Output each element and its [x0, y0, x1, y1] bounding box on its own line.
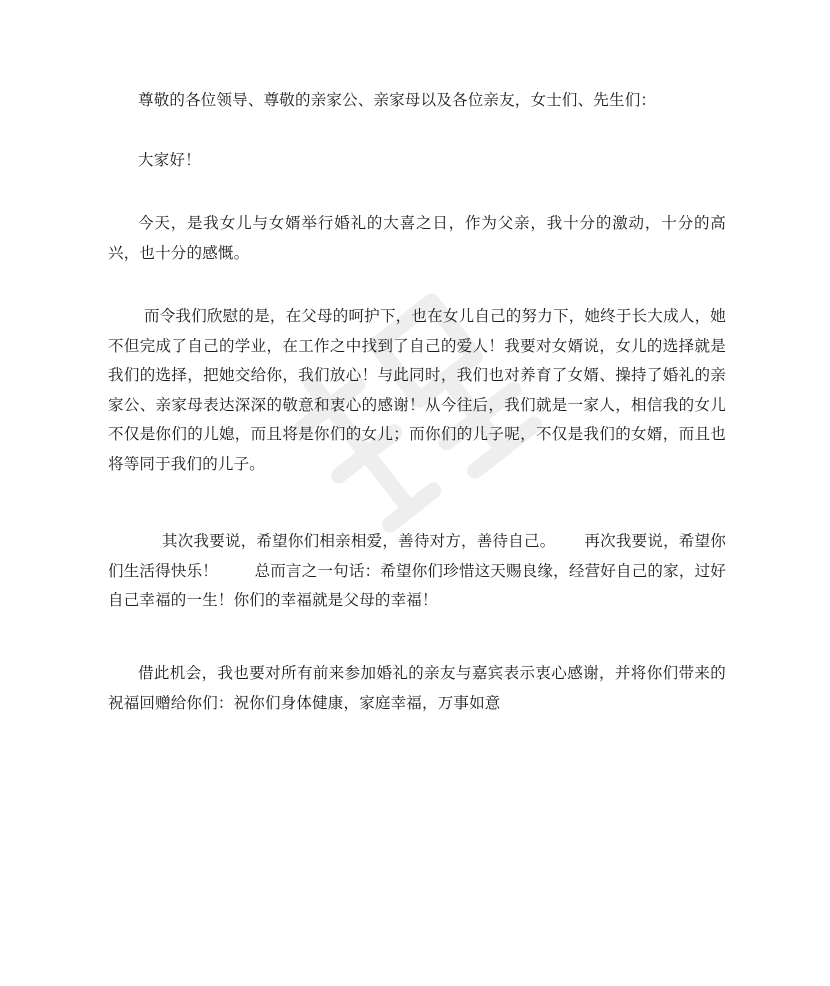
- greeting-paragraph: 大家好！: [138, 151, 201, 169]
- closing-paragraph: 借此机会，我也要对所有前来参加婚礼的亲友与嘉宾表示衷心感谢，并将你们带来的祝福回赠给你们：祝你们身体健康，家庭幸福，万事如意: [108, 664, 726, 712]
- body-paragraph-1: 今天，是我女儿与女婿举行婚礼的大喜之日，作为父亲，我十分的激动，十分的高兴，也十分的感慨。: [108, 214, 726, 262]
- body-paragraph-2: 而令我们欣慰的是，在父母的呵护下，也在女儿自己的努力下，她终于长大成人，她不但完成了自己的学业，在工作之中找到了自己的爱人！我要对女婿说，女儿的选择就是我们的选择，把她交给你，我们放心！与此同时，我们也对养育了女婿、操持了婚礼的亲家公、亲家母表达深深的敬意和衷心的感谢！从今往后，我们就是一家人，相信我的女儿不仅是你们的儿媳，而且将是你们的女儿；而你们的儿子呢，不仅是我们的女婿，而且也将等同于我们的儿子。: [108, 307, 726, 473]
- salutation-paragraph: 尊敬的各位领导、尊敬的亲家公、亲家母以及各位亲友，女士们、先生们：: [138, 91, 657, 109]
- body-paragraph-3: 其次我要说，希望你们相亲相爱，善待对方，善待自己。 再次我要说，希望你们生活得快乐！ 总而言之一句话：希望你们珍惜这天赐良缘，经营好自己的家，过好自己幸福的一生！你们的幸福就是父母的幸福！: [108, 532, 726, 609]
